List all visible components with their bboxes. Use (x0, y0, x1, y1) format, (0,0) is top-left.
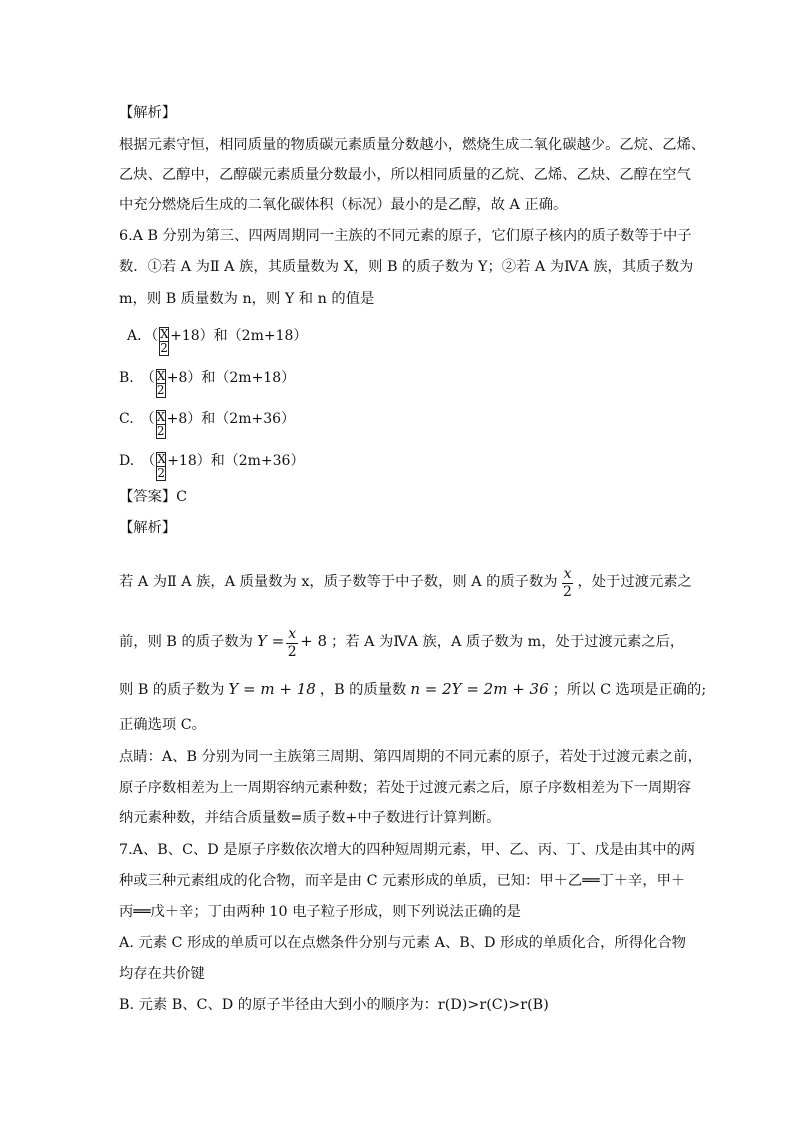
paragraph-line: 乙炔、乙醇中，乙醇碳元素质量分数最小，所以相同质量的乙烷、乙烯、乙炔、乙醇在空气 (119, 167, 691, 183)
paragraph-line: 中充分燃烧后生成的二氧化碳体积（标况）最小的是乙醇，故 A 正确。 (119, 197, 568, 213)
option-d[interactable] (119, 451, 304, 481)
analysis-line: 正确选项 C。 (119, 717, 206, 733)
fraction-x-over-2: $\frac{X}{2}$ (160, 327, 169, 355)
tip-line: 纳元素种数，并结合质量数=质子数+中子数进行计算判断。 (119, 810, 501, 826)
option-label: B. （ (119, 370, 155, 386)
tip-line: 点睛：A、B 分别为同一主族第三周期、第四周期的不同元素的原子，若处于过渡元素之前， (119, 749, 702, 765)
analysis-line: 前，则 B 的质子数为 Y = $\frac{x}{2}$ + 8 ；若 A 为ⅣA 族，A 质子数为 m，处于过渡元素之后， (119, 626, 685, 660)
tip-line: 原子序数相差为上一周期容纳元素种数；若处于过渡元素之后，原子序数相差为下一周期容 (119, 780, 691, 796)
fraction-x-over-2: $\frac{x}{2}$ (563, 566, 572, 600)
option-a-continued: 均存在共价键 (119, 966, 205, 982)
option-a[interactable] (127, 326, 307, 356)
equation-y: Y = $\frac{x}{2}$ + 8 (256, 626, 328, 660)
question-7-stem: 丙══戊＋辛；丁由两种 10 电子粒子形成，则下列说法正确的是 (119, 904, 521, 920)
option-text: +18）和（2m+36） (167, 453, 305, 469)
option-label: D. （ (119, 453, 156, 469)
paragraph-line: 根据元素守恒，相同质量的物质碳元素质量分数越小，燃烧生成二氧化碳越少。乙烷、乙烯、 (119, 137, 706, 153)
question-6-stem: m，则 B 质量数为 n，则 Y 和 n 的值是 (119, 291, 375, 307)
question-7-stem: 种或三种元素组成的化合物，而辛是由 C 元素形成的单质，已知：甲＋乙══丁＋辛，甲＋ (119, 873, 686, 889)
equation-y-value: Y = m + 18 (228, 680, 316, 698)
analysis-line: 则 B 的质子数为 Y = m + 18 ，B 的质量数 n = 2Y = 2m + 36 ；所以 C 选项是正确的; (119, 680, 707, 698)
fraction-x-over-2: $\frac{X}{2}$ (157, 452, 166, 480)
option-label: C. （ (119, 411, 155, 427)
option-label: A．（ (127, 328, 159, 344)
option-text: +18）和（2m+18） (170, 328, 308, 344)
fraction-x-over-2: $\frac{X}{2}$ (156, 410, 166, 438)
analysis-heading: 【解析】 (119, 520, 177, 536)
answer: 【答案】C (119, 489, 188, 505)
option-c[interactable] (119, 409, 295, 439)
option-text: +8）和（2m+18） (166, 370, 296, 386)
analysis-line: 若 A 为Ⅱ A 族，A 质量数为 x，质子数等于中子数，则 A 的质子数为 $\frac{x}{2}$ ，处于过渡元素之 (119, 566, 692, 600)
question-6-stem: 6.A B 分别为第三、四两周期同一主族的不同元素的原子，它们原子核内的质子数等于中子 (119, 228, 692, 244)
option-text: +8）和（2m+36） (166, 411, 296, 427)
equation-n-value: n = 2Y = 2m + 36 (410, 680, 549, 698)
question-6-stem: 数．①若 A 为Ⅱ A 族，其质量数为 X，则 B 的质子数为 Y；②若 A 为ⅣA 族，其质子数为 (119, 259, 694, 275)
option-b[interactable] (119, 368, 295, 398)
fraction-x-over-2: $\frac{X}{2}$ (156, 369, 166, 397)
option-b[interactable]: B. 元素 B、C、D 的原子半径由大到小的顺序为：r(D)>r(C)>r(B) (119, 997, 549, 1013)
section-heading: 【解析】 (119, 105, 177, 121)
option-a[interactable]: A. 元素 C 形成的单质可以在点燃条件分别与元素 A、B、D 形成的单质化合，所得化合物 (119, 935, 686, 951)
question-7-stem: 7.A、B、C、D 是原子序数依次增大的四种短周期元素，甲、乙、丙、丁、戊是由其中的两 (119, 842, 696, 858)
